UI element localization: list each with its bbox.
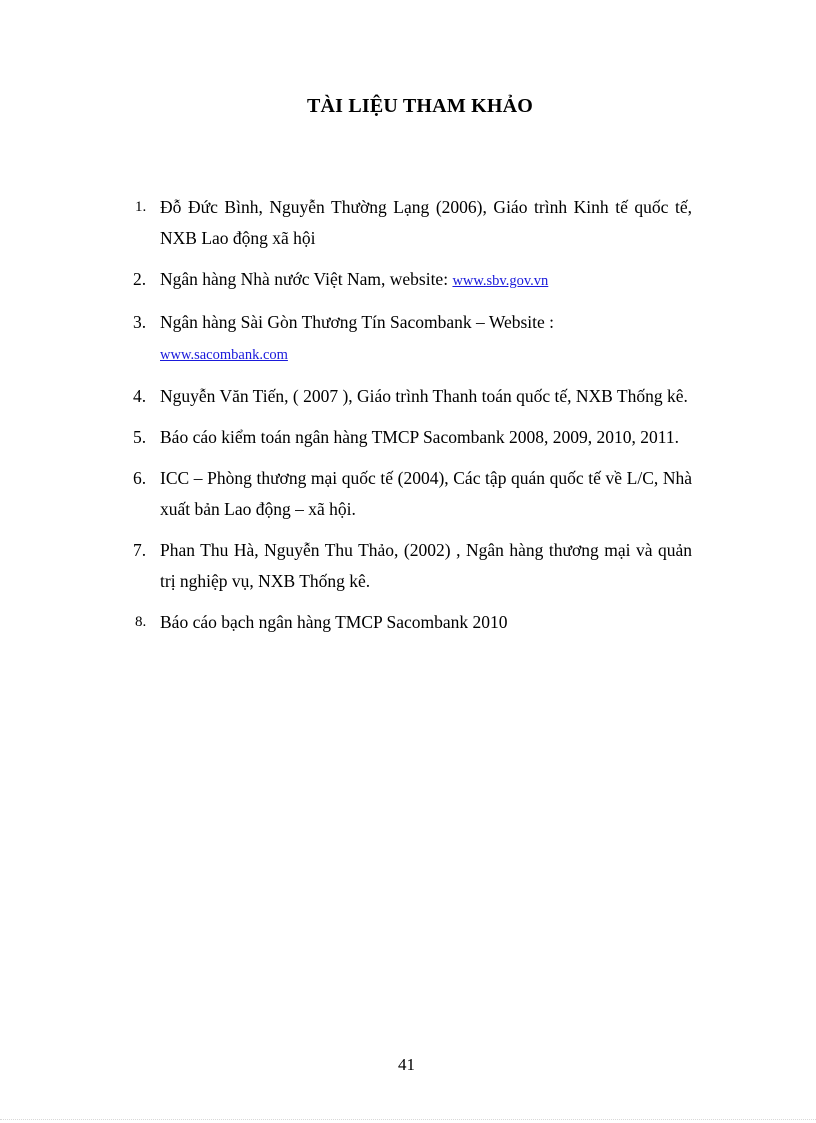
page-title: TÀI LIỆU THAM KHẢO (306, 95, 534, 117)
page-divider (0, 1119, 816, 1120)
reference-text: Ngân hàng Nhà nước Việt Nam, website: (160, 269, 453, 289)
reference-item-6 (133, 463, 692, 525)
reference-number: 1. (135, 199, 147, 215)
reference-text: Ngân hàng Sài Gòn Thương Tín Sacombank – Website : (160, 312, 555, 332)
page-number: 41 (398, 1055, 415, 1074)
reference-number: 7. (133, 540, 147, 560)
reference-item-5 (133, 422, 692, 453)
reference-item-2 (133, 264, 692, 297)
reference-item-8 (133, 607, 692, 638)
reference-text: Nguyễn Văn Tiến, ( 2007 ), Giáo trình Thanh toán quốc tế, NXB Thống kê. (160, 386, 688, 406)
sacombank-website-link[interactable]: www.sacombank.com (160, 347, 288, 363)
reference-number: 3. (133, 312, 147, 332)
reference-list (133, 192, 692, 648)
reference-text: Báo cáo bạch ngân hàng TMCP Sacombank 2010 (160, 612, 508, 632)
reference-text: Báo cáo kiểm toán ngân hàng TMCP Sacombank 2008, 2009, 2010, 2011. (160, 427, 679, 447)
reference-number: 4. (133, 386, 147, 406)
sbv-website-link[interactable]: www.sbv.gov.vn (452, 273, 549, 289)
reference-text: Đỗ Đức Bình, Nguyễn Thường Lạng (2006), Giáo trình Kinh tế quốc tế, NXB Lao động xã hội (160, 197, 692, 248)
reference-item-4 (133, 381, 692, 412)
reference-number: 2. (133, 269, 147, 289)
reference-number: 5. (133, 427, 147, 447)
reference-item-3 (133, 307, 692, 371)
reference-text: Phan Thu Hà, Nguyễn Thu Thảo, (2002) , Ngân hàng thương mại và quản trị nghiệp vụ, NXB Thống kê. (160, 540, 692, 591)
reference-item-7 (133, 535, 692, 597)
reference-number: 6. (133, 468, 147, 488)
reference-number: 8. (135, 614, 147, 630)
reference-item-1 (133, 192, 692, 254)
reference-text: ICC – Phòng thương mại quốc tế (2004), Các tập quán quốc tế về L/C, Nhà xuất bản Lao động – xã hội. (160, 468, 692, 519)
